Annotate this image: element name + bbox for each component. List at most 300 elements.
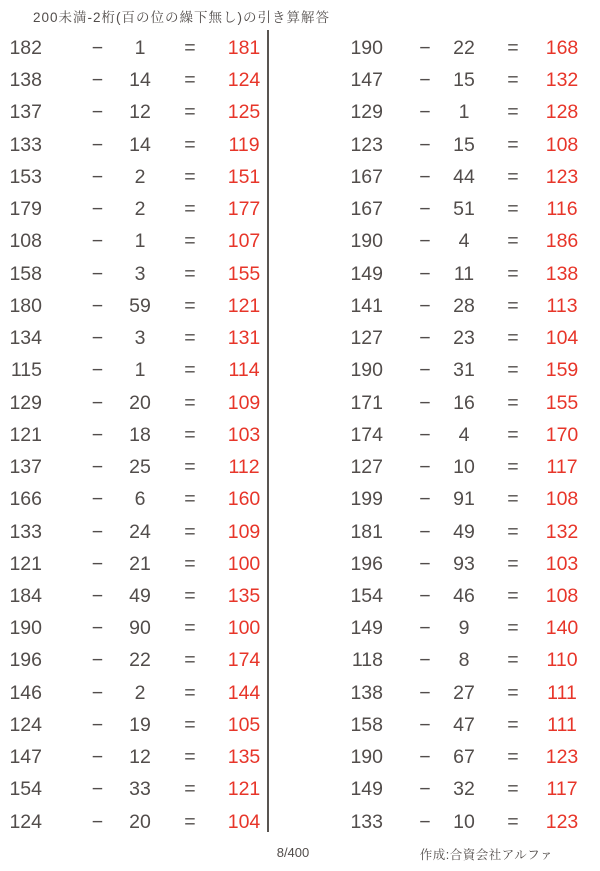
minuend-value: 138 bbox=[9, 69, 42, 92]
equals-sign: = bbox=[184, 327, 196, 350]
equals-sign: = bbox=[184, 101, 196, 124]
equals-sign: = bbox=[184, 778, 196, 801]
minus-sign: − bbox=[91, 37, 104, 59]
answer-value: 135 bbox=[227, 584, 261, 607]
subtrahend-value: 4 bbox=[458, 230, 470, 253]
minuend-value: 180 bbox=[9, 294, 42, 317]
minuend-value: 127 bbox=[350, 327, 383, 350]
minuend-value: 190 bbox=[350, 359, 383, 382]
equation-row bbox=[345, 612, 595, 644]
minus-sign: − bbox=[91, 778, 104, 801]
equation-row bbox=[345, 193, 595, 225]
minus-sign: − bbox=[419, 746, 431, 769]
answer-value: 107 bbox=[227, 230, 261, 253]
minus-sign: − bbox=[91, 101, 104, 124]
equation-row bbox=[345, 64, 595, 96]
minuend-value: 147 bbox=[9, 746, 42, 769]
equals-sign: = bbox=[507, 37, 519, 59]
equation-row bbox=[4, 709, 274, 741]
answer-value: 138 bbox=[545, 262, 579, 285]
equals-sign: = bbox=[507, 230, 519, 253]
minuend-value: 138 bbox=[350, 681, 383, 704]
equals-sign: = bbox=[184, 37, 196, 59]
minuend-value: 190 bbox=[350, 746, 383, 769]
minuend-value: 190 bbox=[350, 230, 383, 253]
equals-sign: = bbox=[507, 456, 519, 479]
equals-sign: = bbox=[184, 552, 196, 575]
equation-row bbox=[4, 354, 274, 386]
equation-row bbox=[345, 129, 595, 161]
minus-sign: − bbox=[91, 327, 104, 350]
equals-sign: = bbox=[184, 617, 196, 640]
equation-row bbox=[4, 64, 274, 96]
minuend-value: 154 bbox=[9, 778, 42, 801]
answer-value: 108 bbox=[545, 584, 579, 607]
subtrahend-value: 22 bbox=[453, 37, 475, 59]
minus-sign: − bbox=[419, 423, 431, 446]
equals-sign: = bbox=[507, 294, 519, 317]
equation-row bbox=[345, 32, 595, 64]
minus-sign: − bbox=[419, 359, 431, 382]
minus-sign: − bbox=[91, 230, 104, 253]
equals-sign: = bbox=[507, 327, 519, 350]
subtrahend-value: 24 bbox=[129, 520, 151, 543]
equals-sign: = bbox=[507, 681, 519, 704]
equation-row bbox=[345, 290, 595, 322]
equation-row bbox=[4, 773, 274, 805]
subtrahend-value: 2 bbox=[134, 165, 146, 188]
minuend-value: 166 bbox=[9, 488, 42, 511]
minuend-value: 190 bbox=[9, 617, 42, 640]
minuend-value: 108 bbox=[9, 230, 42, 253]
equation-row bbox=[345, 225, 595, 257]
equals-sign: = bbox=[184, 584, 196, 607]
subtrahend-value: 12 bbox=[129, 746, 151, 769]
minuend-value: 129 bbox=[9, 391, 42, 414]
answer-value: 104 bbox=[545, 327, 579, 350]
equation-row bbox=[345, 677, 595, 709]
subtrahend-value: 49 bbox=[453, 520, 475, 543]
answer-value: 113 bbox=[546, 294, 578, 317]
answer-value: 105 bbox=[227, 713, 261, 736]
minus-sign: − bbox=[419, 37, 431, 59]
subtrahend-value: 3 bbox=[134, 262, 146, 285]
equation-row bbox=[4, 548, 274, 580]
minuend-value: 174 bbox=[350, 423, 383, 446]
subtrahend-value: 25 bbox=[129, 456, 151, 479]
equation-row bbox=[4, 644, 274, 676]
equations-column-left bbox=[4, 32, 274, 838]
subtrahend-value: 28 bbox=[453, 294, 475, 317]
minus-sign: − bbox=[419, 456, 431, 479]
equals-sign: = bbox=[507, 391, 519, 414]
minus-sign: − bbox=[91, 359, 104, 382]
answer-value: 111 bbox=[547, 713, 577, 736]
minus-sign: − bbox=[91, 713, 104, 736]
minuend-value: 149 bbox=[350, 617, 383, 640]
subtrahend-value: 1 bbox=[134, 37, 146, 59]
answer-value: 100 bbox=[227, 617, 261, 640]
equals-sign: = bbox=[184, 133, 196, 156]
page-title: 200未満-2桁(百の位の繰下無し)の引き算解答 bbox=[33, 10, 331, 25]
subtrahend-value: 14 bbox=[129, 133, 151, 156]
subtrahend-value: 10 bbox=[453, 810, 475, 833]
equals-sign: = bbox=[184, 746, 196, 769]
answer-value: 128 bbox=[545, 101, 579, 124]
minuend-value: 153 bbox=[9, 165, 42, 188]
equation-row bbox=[345, 419, 595, 451]
answer-value: 177 bbox=[227, 198, 261, 221]
equals-sign: = bbox=[184, 810, 196, 833]
subtrahend-value: 18 bbox=[129, 423, 151, 446]
minus-sign: − bbox=[91, 294, 104, 317]
subtrahend-value: 2 bbox=[134, 681, 146, 704]
minus-sign: − bbox=[91, 488, 104, 511]
answer-value: 114 bbox=[228, 359, 260, 382]
minus-sign: − bbox=[419, 552, 431, 575]
equals-sign: = bbox=[184, 456, 196, 479]
subtrahend-value: 2 bbox=[134, 198, 146, 221]
answer-value: 117 bbox=[546, 456, 578, 479]
minus-sign: − bbox=[419, 778, 431, 801]
answer-value: 111 bbox=[547, 681, 577, 704]
minus-sign: − bbox=[91, 810, 104, 833]
minus-sign: − bbox=[419, 327, 431, 350]
subtrahend-value: 12 bbox=[129, 101, 151, 124]
minus-sign: − bbox=[91, 552, 104, 575]
subtrahend-value: 3 bbox=[134, 327, 146, 350]
minus-sign: − bbox=[419, 810, 431, 833]
equals-sign: = bbox=[184, 359, 196, 382]
minuend-value: 154 bbox=[350, 584, 383, 607]
minuend-value: 167 bbox=[350, 198, 383, 221]
answer-value: 116 bbox=[546, 198, 578, 221]
minus-sign: − bbox=[91, 456, 104, 479]
minus-sign: − bbox=[91, 262, 104, 285]
answer-value: 132 bbox=[545, 69, 579, 92]
minuend-value: 179 bbox=[9, 198, 42, 221]
minus-sign: − bbox=[91, 746, 104, 769]
equation-row bbox=[345, 709, 595, 741]
equation-row bbox=[345, 483, 595, 515]
answer-value: 123 bbox=[545, 746, 579, 769]
equation-row bbox=[345, 741, 595, 773]
minus-sign: − bbox=[419, 713, 431, 736]
minuend-value: 127 bbox=[350, 456, 383, 479]
answer-value: 170 bbox=[545, 423, 579, 446]
minus-sign: − bbox=[91, 69, 104, 92]
answer-value: 104 bbox=[227, 810, 261, 833]
minuend-value: 123 bbox=[350, 133, 383, 156]
answer-value: 103 bbox=[545, 552, 579, 575]
minus-sign: − bbox=[91, 649, 104, 672]
subtrahend-value: 90 bbox=[129, 617, 151, 640]
equals-sign: = bbox=[184, 198, 196, 221]
minuend-value: 146 bbox=[9, 681, 42, 704]
equation-row bbox=[4, 193, 274, 225]
equation-row bbox=[4, 516, 274, 548]
answer-value: 100 bbox=[227, 552, 261, 575]
minuend-value: 196 bbox=[350, 552, 383, 575]
minus-sign: − bbox=[91, 681, 104, 704]
minuend-value: 115 bbox=[10, 359, 42, 382]
equals-sign: = bbox=[507, 584, 519, 607]
minuend-value: 158 bbox=[350, 713, 383, 736]
subtrahend-value: 91 bbox=[453, 488, 475, 511]
subtrahend-value: 15 bbox=[453, 133, 475, 156]
equals-sign: = bbox=[184, 262, 196, 285]
equation-row bbox=[345, 516, 595, 548]
minus-sign: − bbox=[419, 69, 431, 92]
equation-row bbox=[4, 419, 274, 451]
subtrahend-value: 16 bbox=[453, 391, 475, 414]
minus-sign: − bbox=[419, 584, 431, 607]
equals-sign: = bbox=[507, 359, 519, 382]
equals-sign: = bbox=[184, 230, 196, 253]
minus-sign: − bbox=[419, 165, 431, 188]
equals-sign: = bbox=[507, 520, 519, 543]
minus-sign: − bbox=[419, 488, 431, 511]
equation-row bbox=[345, 644, 595, 676]
equations-column-right bbox=[345, 32, 595, 838]
minuend-value: 167 bbox=[350, 165, 383, 188]
equals-sign: = bbox=[507, 746, 519, 769]
subtrahend-value: 4 bbox=[458, 423, 470, 446]
minus-sign: − bbox=[91, 198, 104, 221]
equals-sign: = bbox=[184, 681, 196, 704]
equation-row bbox=[4, 741, 274, 773]
answer-value: 174 bbox=[227, 649, 261, 672]
answer-value: 123 bbox=[545, 165, 579, 188]
minuend-value: 137 bbox=[9, 456, 42, 479]
subtrahend-value: 21 bbox=[129, 552, 151, 575]
subtrahend-value: 51 bbox=[453, 198, 475, 221]
minuend-value: 149 bbox=[350, 778, 383, 801]
equation-row bbox=[345, 580, 595, 612]
minus-sign: − bbox=[419, 391, 431, 414]
equation-row bbox=[4, 806, 274, 838]
subtrahend-value: 67 bbox=[453, 746, 475, 769]
minus-sign: − bbox=[91, 520, 104, 543]
minuend-value: 147 bbox=[350, 69, 383, 92]
equation-row bbox=[4, 225, 274, 257]
subtrahend-value: 10 bbox=[453, 456, 475, 479]
minuend-value: 199 bbox=[350, 488, 383, 511]
minus-sign: − bbox=[419, 101, 431, 124]
equation-row bbox=[4, 290, 274, 322]
minuend-value: 182 bbox=[9, 37, 42, 59]
answer-value: 108 bbox=[545, 133, 579, 156]
equals-sign: = bbox=[507, 649, 519, 672]
answer-value: 135 bbox=[227, 746, 261, 769]
minus-sign: − bbox=[91, 423, 104, 446]
minuend-value: 184 bbox=[9, 584, 42, 607]
answer-value: 160 bbox=[227, 488, 261, 511]
answer-value: 125 bbox=[227, 101, 261, 124]
answer-value: 109 bbox=[227, 391, 261, 414]
equation-row bbox=[4, 129, 274, 161]
equals-sign: = bbox=[184, 488, 196, 511]
equation-row bbox=[345, 258, 595, 290]
minuend-value: 121 bbox=[9, 552, 42, 575]
minuend-value: 133 bbox=[9, 133, 42, 156]
subtrahend-value: 93 bbox=[453, 552, 475, 575]
equals-sign: = bbox=[184, 649, 196, 672]
minuend-value: 133 bbox=[350, 810, 383, 833]
equals-sign: = bbox=[184, 294, 196, 317]
answer-value: 112 bbox=[228, 456, 260, 479]
equation-row bbox=[4, 161, 274, 193]
subtrahend-value: 33 bbox=[129, 778, 151, 801]
equation-row bbox=[4, 322, 274, 354]
subtrahend-value: 44 bbox=[453, 165, 475, 188]
equals-sign: = bbox=[507, 617, 519, 640]
answer-value: 155 bbox=[545, 391, 579, 414]
subtrahend-value: 9 bbox=[458, 617, 470, 640]
subtrahend-value: 31 bbox=[453, 359, 475, 382]
subtrahend-value: 23 bbox=[453, 327, 475, 350]
subtrahend-value: 15 bbox=[453, 69, 475, 92]
equals-sign: = bbox=[507, 488, 519, 511]
equals-sign: = bbox=[184, 165, 196, 188]
equals-sign: = bbox=[184, 391, 196, 414]
equation-row bbox=[345, 161, 595, 193]
subtrahend-value: 32 bbox=[453, 778, 475, 801]
equation-row bbox=[4, 483, 274, 515]
subtrahend-value: 27 bbox=[453, 681, 475, 704]
subtrahend-value: 22 bbox=[129, 649, 151, 672]
minus-sign: − bbox=[419, 649, 431, 672]
answer-value: 159 bbox=[545, 359, 579, 382]
subtrahend-value: 59 bbox=[129, 294, 151, 317]
minus-sign: − bbox=[419, 230, 431, 253]
answer-value: 108 bbox=[545, 488, 579, 511]
subtrahend-value: 20 bbox=[129, 391, 151, 414]
minuend-value: 137 bbox=[9, 101, 42, 124]
answer-value: 121 bbox=[227, 294, 261, 317]
equation-row bbox=[4, 677, 274, 709]
minuend-value: 124 bbox=[9, 810, 42, 833]
answer-value: 151 bbox=[227, 165, 261, 188]
equals-sign: = bbox=[184, 423, 196, 446]
minuend-value: 158 bbox=[9, 262, 42, 285]
minus-sign: − bbox=[419, 681, 431, 704]
minus-sign: − bbox=[419, 198, 431, 221]
minuend-value: 133 bbox=[9, 520, 42, 543]
minuend-value: 129 bbox=[350, 101, 383, 124]
answer-value: 109 bbox=[227, 520, 261, 543]
minuend-value: 121 bbox=[9, 423, 42, 446]
equation-row bbox=[345, 354, 595, 386]
equation-row bbox=[4, 32, 274, 64]
equation-row bbox=[345, 806, 595, 838]
equals-sign: = bbox=[507, 165, 519, 188]
equals-sign: = bbox=[184, 69, 196, 92]
minuend-value: 196 bbox=[9, 649, 42, 672]
equation-row bbox=[4, 451, 274, 483]
minuend-value: 118 bbox=[351, 649, 383, 672]
answer-value: 123 bbox=[545, 810, 579, 833]
minus-sign: − bbox=[91, 391, 104, 414]
minus-sign: − bbox=[419, 294, 431, 317]
subtrahend-value: 1 bbox=[458, 101, 470, 124]
equation-row bbox=[345, 387, 595, 419]
equals-sign: = bbox=[184, 713, 196, 736]
equals-sign: = bbox=[507, 810, 519, 833]
answer-value: 140 bbox=[545, 617, 579, 640]
answer-value: 186 bbox=[545, 230, 579, 253]
equals-sign: = bbox=[507, 778, 519, 801]
minus-sign: − bbox=[419, 133, 431, 156]
equation-row bbox=[4, 612, 274, 644]
subtrahend-value: 46 bbox=[453, 584, 475, 607]
minuend-value: 190 bbox=[350, 37, 383, 59]
equals-sign: = bbox=[184, 520, 196, 543]
subtrahend-value: 19 bbox=[129, 713, 151, 736]
answer-value: 181 bbox=[227, 37, 261, 59]
equation-row bbox=[4, 387, 274, 419]
equals-sign: = bbox=[507, 262, 519, 285]
equation-row bbox=[4, 580, 274, 612]
minus-sign: − bbox=[419, 262, 431, 285]
subtrahend-value: 20 bbox=[129, 810, 151, 833]
subtrahend-value: 47 bbox=[453, 713, 475, 736]
equals-sign: = bbox=[507, 101, 519, 124]
minuend-value: 181 bbox=[350, 520, 383, 543]
answer-value: 168 bbox=[545, 37, 579, 59]
minus-sign: − bbox=[419, 617, 431, 640]
equals-sign: = bbox=[507, 198, 519, 221]
equals-sign: = bbox=[507, 552, 519, 575]
answer-value: 124 bbox=[227, 69, 261, 92]
equation-row bbox=[345, 322, 595, 354]
answer-value: 132 bbox=[545, 520, 579, 543]
minuend-value: 141 bbox=[350, 294, 383, 317]
equals-sign: = bbox=[507, 69, 519, 92]
subtrahend-value: 1 bbox=[134, 230, 146, 253]
subtrahend-value: 1 bbox=[134, 359, 146, 382]
minuend-value: 124 bbox=[9, 713, 42, 736]
answer-value: 131 bbox=[227, 327, 261, 350]
minus-sign: − bbox=[91, 133, 104, 156]
answer-value: 103 bbox=[227, 423, 261, 446]
minuend-value: 171 bbox=[350, 391, 383, 414]
minuend-value: 149 bbox=[350, 262, 383, 285]
answer-value: 110 bbox=[546, 649, 578, 672]
page-number: 8/400 bbox=[276, 845, 310, 860]
equation-row bbox=[345, 451, 595, 483]
equals-sign: = bbox=[507, 133, 519, 156]
subtrahend-value: 6 bbox=[134, 488, 146, 511]
subtrahend-value: 14 bbox=[129, 69, 151, 92]
minus-sign: − bbox=[91, 165, 104, 188]
answer-value: 144 bbox=[227, 681, 261, 704]
equals-sign: = bbox=[507, 423, 519, 446]
answer-value: 121 bbox=[227, 778, 261, 801]
equation-row bbox=[345, 548, 595, 580]
equation-row bbox=[345, 96, 595, 128]
minus-sign: − bbox=[91, 617, 104, 640]
equation-row bbox=[4, 258, 274, 290]
subtrahend-value: 11 bbox=[453, 262, 475, 285]
subtrahend-value: 8 bbox=[458, 649, 470, 672]
minus-sign: − bbox=[91, 584, 104, 607]
answer-value: 117 bbox=[546, 778, 578, 801]
equals-sign: = bbox=[507, 713, 519, 736]
subtrahend-value: 49 bbox=[129, 584, 151, 607]
credit-text: 作成:合資会社アルファ bbox=[419, 848, 553, 862]
minuend-value: 134 bbox=[9, 327, 42, 350]
